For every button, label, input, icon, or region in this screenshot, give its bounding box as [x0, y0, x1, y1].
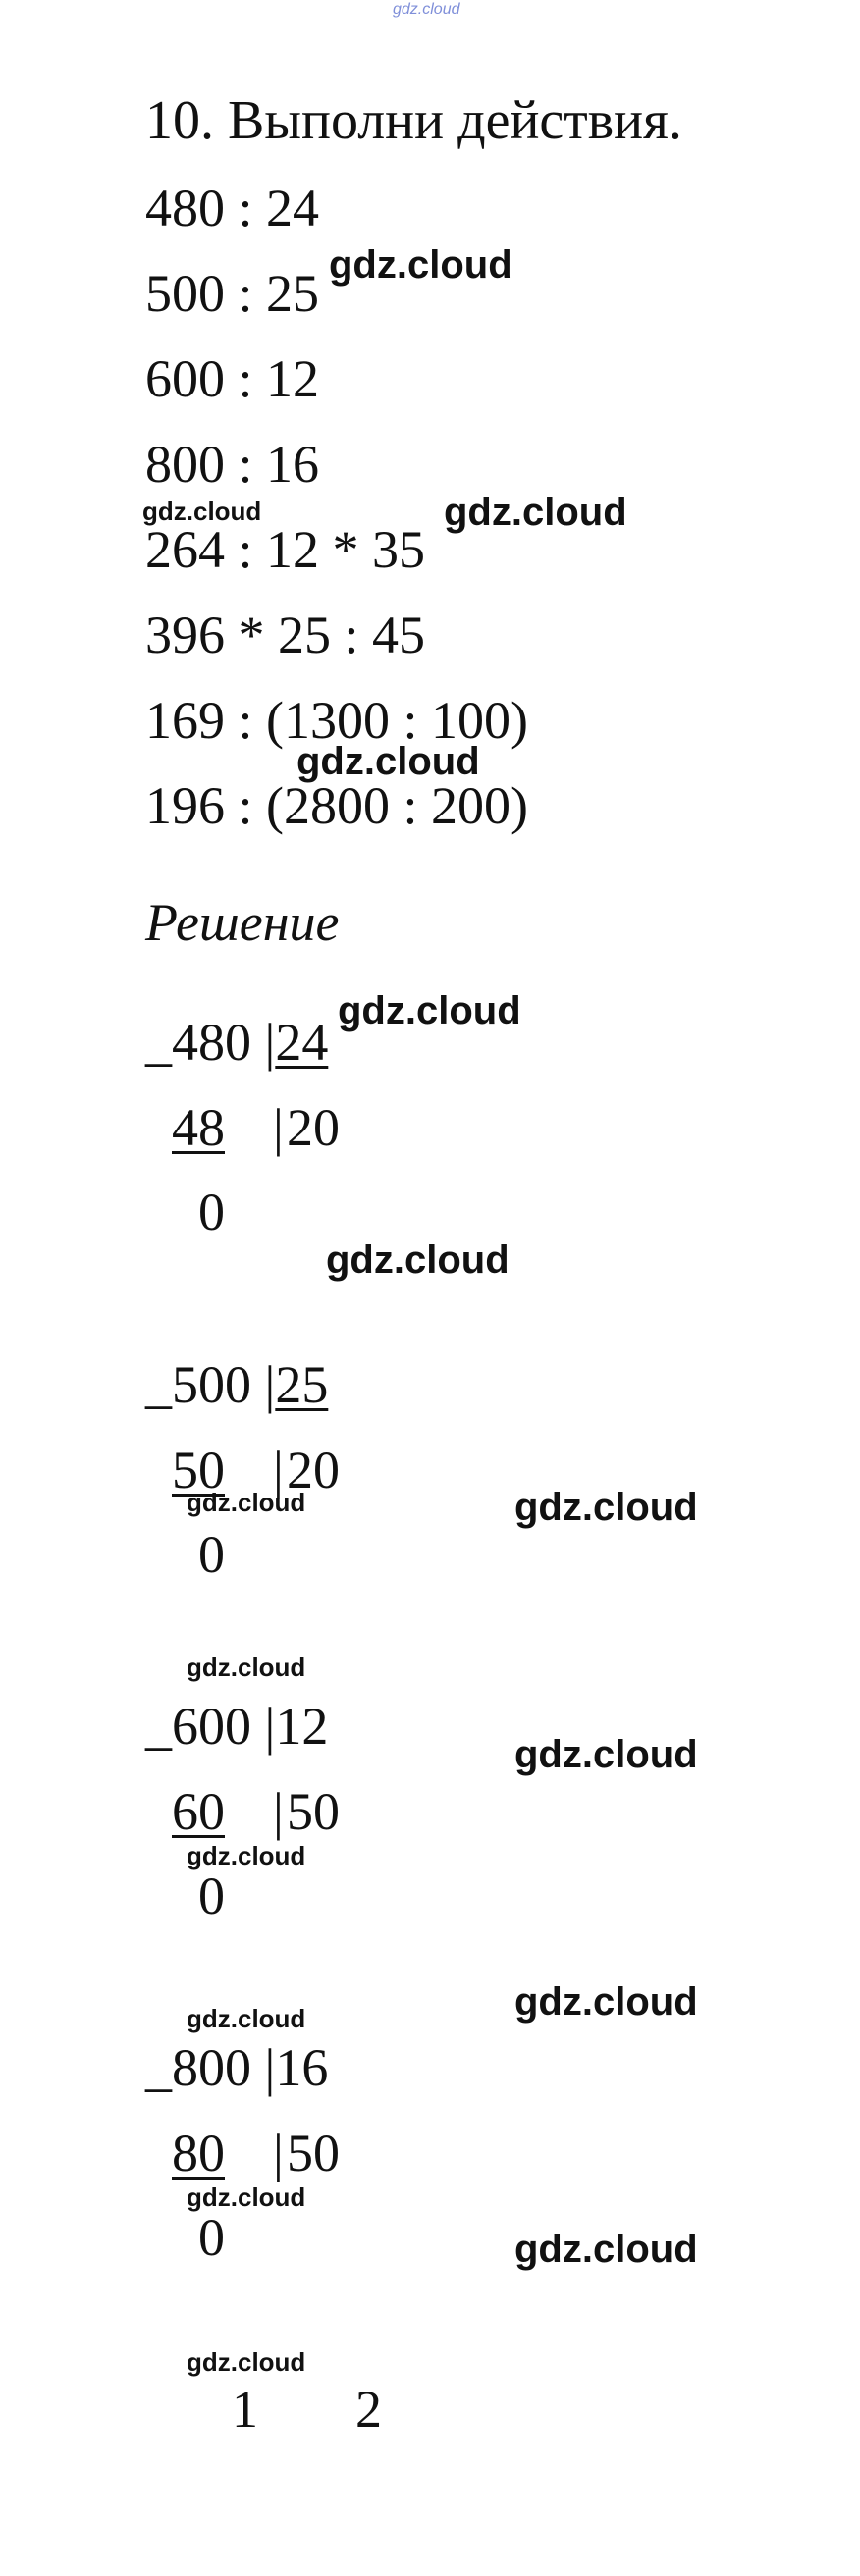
expression-1: 480 : 24 [145, 179, 320, 237]
division-1-subtrahend: 48 [172, 1098, 225, 1157]
division-bar: | [264, 1013, 276, 1072]
division-4-subtrahend: 80 [172, 2124, 225, 2182]
minus-sign: _ [145, 2038, 172, 2097]
dividend: 500 [172, 1355, 251, 1414]
expression-7: 169 : (1300 : 100) [145, 691, 528, 750]
watermark: gdz.cloud [187, 1841, 306, 1870]
expression-4: 800 : 16 [145, 435, 320, 494]
trailing-digit-2: 2 [355, 2380, 382, 2439]
divisor: 12 [275, 1697, 329, 1756]
minus-sign: _ [145, 1355, 172, 1414]
trailing-digit-1: 1 [232, 2380, 258, 2439]
division-1-quotient: 20 [287, 1098, 340, 1157]
expression-2: 500 : 25 [145, 264, 320, 323]
watermark: gdz.cloud [444, 491, 627, 534]
watermark: gdz.cloud [187, 2182, 306, 2212]
task-title: 10. Выполни действия. [145, 90, 682, 151]
division-2-quotient-bar: | [273, 1441, 284, 1499]
minus-sign: _ [145, 1013, 172, 1072]
watermark: gdz.cloud [514, 1486, 698, 1529]
division-3-subtrahend: 60 [172, 1782, 225, 1841]
watermark: gdz.cloud [187, 1653, 306, 1682]
divisor: 25 [275, 1355, 329, 1414]
expression-3: 600 : 12 [145, 349, 320, 408]
top-watermark: gdz.cloud [393, 1, 460, 18]
division-3-remainder: 0 [198, 1866, 225, 1925]
division-2-quotient: 20 [287, 1441, 340, 1499]
division-4-quotient-bar: | [273, 2124, 284, 2182]
division-4 [145, 2038, 329, 2097]
division-1-quotient-bar: | [273, 1098, 284, 1157]
division-1-remainder: 0 [198, 1183, 225, 1241]
watermark: gdz.cloud [187, 2347, 306, 2377]
division-1 [145, 1013, 329, 1072]
division-2-subtrahend: 50 [172, 1441, 225, 1499]
division-3-quotient-bar: | [273, 1782, 284, 1841]
watermark: gdz.cloud [187, 2004, 306, 2033]
division-2 [145, 1355, 329, 1414]
expression-5: 264 : 12 * 35 [145, 520, 426, 579]
division-3 [145, 1697, 329, 1756]
watermark: gdz.cloud [142, 497, 262, 526]
minus-sign: _ [145, 1697, 172, 1756]
watermark: gdz.cloud [329, 243, 512, 287]
expression-8: 196 : (2800 : 200) [145, 776, 528, 835]
expression-6: 396 * 25 : 45 [145, 605, 426, 664]
division-3-quotient: 50 [287, 1782, 340, 1841]
division-4-remainder: 0 [198, 2208, 225, 2267]
dividend: 480 [172, 1013, 251, 1072]
solution-heading: Решение [145, 893, 340, 952]
watermark: gdz.cloud [296, 740, 480, 783]
watermark: gdz.cloud [514, 2228, 698, 2271]
divisor: 24 [275, 1013, 329, 1072]
dividend: 600 [172, 1697, 251, 1756]
divisor: 16 [275, 2038, 329, 2097]
watermark: gdz.cloud [514, 1980, 698, 2024]
division-bar: | [264, 1697, 276, 1756]
division-bar: | [264, 1355, 276, 1414]
watermark: gdz.cloud [187, 1488, 306, 1517]
dividend: 800 [172, 2038, 251, 2097]
division-2-remainder: 0 [198, 1525, 225, 1584]
watermark: gdz.cloud [514, 1733, 698, 1776]
watermark: gdz.cloud [326, 1238, 510, 1282]
division-4-quotient: 50 [287, 2124, 340, 2182]
watermark: gdz.cloud [338, 989, 521, 1032]
division-bar: | [264, 2038, 276, 2097]
